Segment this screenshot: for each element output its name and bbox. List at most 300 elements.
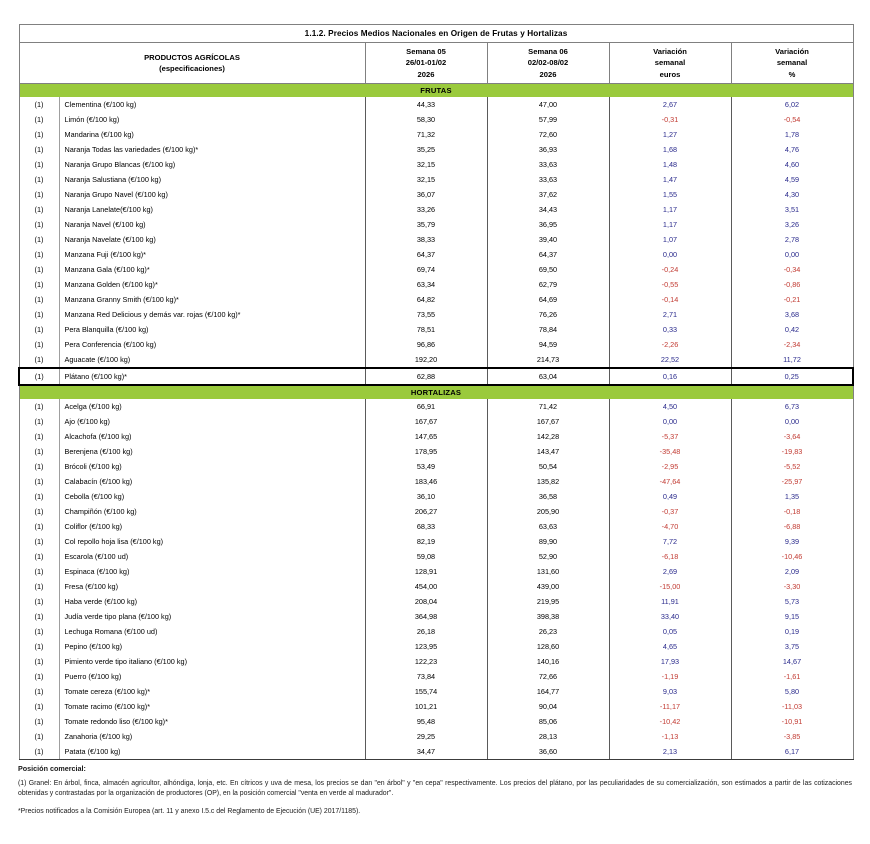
row-price-week-06: 28,13 (487, 729, 609, 744)
row-variation-euros: 0,49 (609, 489, 731, 504)
row-variation-euros: 1,17 (609, 202, 731, 217)
row-price-week-05: 58,30 (365, 112, 487, 127)
table-row (19, 127, 853, 142)
row-product-name: Naranja Grupo Blancas (€/100 kg) (59, 157, 365, 172)
row-variation-euros: 0,16 (609, 368, 731, 385)
row-price-week-06: 36,95 (487, 217, 609, 232)
row-variation-euros: -1,13 (609, 729, 731, 744)
row-variation-euros: 1,48 (609, 157, 731, 172)
row-variation-percent: 2,78 (731, 232, 853, 247)
variation-percent-line2: semanal (776, 58, 808, 68)
row-price-week-06: 69,50 (487, 262, 609, 277)
table-row (19, 714, 853, 729)
row-price-week-05: 35,79 (365, 217, 487, 232)
variation-euros-line2: semanal (654, 58, 686, 68)
row-price-week-06: 398,38 (487, 609, 609, 624)
row-note-marker: (1) (19, 459, 59, 474)
row-variation-euros: 1,55 (609, 187, 731, 202)
row-variation-percent: 3,75 (731, 639, 853, 654)
footnote-2: *Precios notificados a la Comisión Europea (art. 11 y anexo I.5.c del Reglamento de Ejecución (UE) 2017/1185). (18, 807, 361, 815)
row-price-week-06: 52,90 (487, 549, 609, 564)
row-variation-euros: 11,91 (609, 594, 731, 609)
row-product-name: Manzana Gala (€/100 kg)* (59, 262, 365, 277)
row-product-name: Naranja Navelate (€/100 kg) (59, 232, 365, 247)
row-note-marker: (1) (19, 187, 59, 202)
row-price-week-05: 178,95 (365, 444, 487, 459)
variation-percent-line1: Variación (775, 47, 809, 56)
row-note-marker: (1) (19, 684, 59, 699)
row-price-week-05: 147,65 (365, 429, 487, 444)
row-note-marker: (1) (19, 202, 59, 217)
row-variation-euros: -15,00 (609, 579, 731, 594)
table-row (19, 217, 853, 232)
row-note-marker: (1) (19, 639, 59, 654)
table-row (19, 262, 853, 277)
row-variation-percent: 1,35 (731, 489, 853, 504)
row-price-week-05: 73,84 (365, 669, 487, 684)
row-product-name: Pimiento verde tipo italiano (€/100 kg) (59, 654, 365, 669)
row-price-week-05: 36,10 (365, 489, 487, 504)
row-variation-euros: 4,50 (609, 399, 731, 414)
row-variation-euros: 1,17 (609, 217, 731, 232)
row-price-week-05: 454,00 (365, 579, 487, 594)
row-variation-percent: 3,26 (731, 217, 853, 232)
row-variation-euros: 0,33 (609, 322, 731, 337)
row-price-week-05: 73,55 (365, 307, 487, 322)
row-product-name: Coliflor (€/100 kg) (59, 519, 365, 534)
row-note-marker: (1) (19, 262, 59, 277)
row-variation-percent: 0,00 (731, 414, 853, 429)
row-note-marker: (1) (19, 97, 59, 112)
row-note-marker: (1) (19, 217, 59, 232)
row-variation-percent: 0,00 (731, 247, 853, 262)
table-row (19, 172, 853, 187)
row-price-week-05: 66,91 (365, 399, 487, 414)
row-price-week-06: 36,60 (487, 744, 609, 760)
row-product-name: Judía verde tipo plana (€/100 kg) (59, 609, 365, 624)
column-header-week-06 (487, 43, 609, 84)
section-title: FRUTAS (19, 84, 853, 98)
row-variation-euros: -4,70 (609, 519, 731, 534)
row-price-week-05: 34,47 (365, 744, 487, 760)
row-variation-euros: 0,05 (609, 624, 731, 639)
row-note-marker: (1) (19, 352, 59, 368)
row-product-name: Tomate redondo liso (€/100 kg)* (59, 714, 365, 729)
row-variation-euros: -2,26 (609, 337, 731, 352)
row-variation-percent: -6,88 (731, 519, 853, 534)
table-row (19, 232, 853, 247)
row-note-marker: (1) (19, 142, 59, 157)
row-variation-percent: -0,54 (731, 112, 853, 127)
row-product-name: Acelga (€/100 kg) (59, 399, 365, 414)
row-price-week-06: 214,73 (487, 352, 609, 368)
row-price-week-06: 90,04 (487, 699, 609, 714)
row-variation-euros: 4,65 (609, 639, 731, 654)
row-note-marker: (1) (19, 414, 59, 429)
row-product-name: Plátano (€/100 kg)* (59, 368, 365, 385)
table-row (19, 277, 853, 292)
row-variation-percent: 3,68 (731, 307, 853, 322)
table-row (19, 654, 853, 669)
row-variation-euros: 2,67 (609, 97, 731, 112)
week-05-label: Semana 05 (406, 47, 446, 56)
row-price-week-06: 128,60 (487, 639, 609, 654)
row-variation-percent: -10,91 (731, 714, 853, 729)
row-price-week-06: 78,84 (487, 322, 609, 337)
row-variation-percent: 2,09 (731, 564, 853, 579)
row-variation-percent: 4,59 (731, 172, 853, 187)
row-note-marker: (1) (19, 474, 59, 489)
row-price-week-06: 63,63 (487, 519, 609, 534)
row-variation-euros: -0,14 (609, 292, 731, 307)
row-price-week-06: 33,63 (487, 157, 609, 172)
row-variation-euros: 17,93 (609, 654, 731, 669)
table-row (19, 639, 853, 654)
row-price-week-05: 95,48 (365, 714, 487, 729)
row-variation-euros: 1,27 (609, 127, 731, 142)
row-price-week-06: 34,43 (487, 202, 609, 217)
row-note-marker: (1) (19, 399, 59, 414)
row-variation-euros: 1,07 (609, 232, 731, 247)
row-product-name: Champiñón (€/100 kg) (59, 504, 365, 519)
variation-euros-line1: Variación (653, 47, 687, 56)
row-price-week-06: 76,26 (487, 307, 609, 322)
row-price-week-06: 89,90 (487, 534, 609, 549)
variation-percent-line3: % (788, 69, 796, 79)
row-note-marker: (1) (19, 654, 59, 669)
row-variation-euros: -35,48 (609, 444, 731, 459)
row-variation-percent: -3,30 (731, 579, 853, 594)
row-variation-percent: -0,34 (731, 262, 853, 277)
column-header-variation-euros (609, 43, 731, 84)
section-header-row (19, 385, 853, 399)
table-row (19, 187, 853, 202)
table-row (19, 157, 853, 172)
week-05-year: 2026 (417, 69, 435, 79)
row-product-name: Naranja Lanelate(€/100 kg) (59, 202, 365, 217)
row-price-week-06: 62,79 (487, 277, 609, 292)
row-price-week-05: 53,49 (365, 459, 487, 474)
row-variation-percent: -5,52 (731, 459, 853, 474)
row-variation-percent: -3,85 (731, 729, 853, 744)
table-row (19, 368, 853, 385)
row-variation-percent: -25,97 (731, 474, 853, 489)
row-variation-percent: 11,72 (731, 352, 853, 368)
row-variation-euros: -47,64 (609, 474, 731, 489)
row-product-name: Zanahoria (€/100 kg) (59, 729, 365, 744)
row-variation-percent: 6,02 (731, 97, 853, 112)
row-product-name: Escarola (€/100 ud) (59, 549, 365, 564)
row-product-name: Berenjena (€/100 kg) (59, 444, 365, 459)
table-row (19, 429, 853, 444)
row-note-marker: (1) (19, 127, 59, 142)
row-price-week-05: 208,04 (365, 594, 487, 609)
row-product-name: Tomate racimo (€/100 kg)* (59, 699, 365, 714)
table-row (19, 669, 853, 684)
row-variation-euros: -0,31 (609, 112, 731, 127)
row-price-week-05: 192,20 (365, 352, 487, 368)
footnotes (18, 764, 852, 817)
row-variation-percent: 9,15 (731, 609, 853, 624)
row-price-week-06: 94,59 (487, 337, 609, 352)
row-product-name: Manzana Granny Smith (€/100 kg)* (59, 292, 365, 307)
section-header-row (19, 84, 853, 98)
row-note-marker: (1) (19, 247, 59, 262)
row-variation-percent: -0,86 (731, 277, 853, 292)
table-row (19, 444, 853, 459)
row-note-marker: (1) (19, 729, 59, 744)
row-price-week-05: 122,23 (365, 654, 487, 669)
row-price-week-06: 63,04 (487, 368, 609, 385)
row-variation-percent: -10,46 (731, 549, 853, 564)
row-price-week-06: 219,95 (487, 594, 609, 609)
row-product-name: Fresa (€/100 kg) (59, 579, 365, 594)
row-price-week-05: 26,18 (365, 624, 487, 639)
row-price-week-06: 167,67 (487, 414, 609, 429)
column-header-products (19, 43, 365, 84)
row-variation-euros: -5,37 (609, 429, 731, 444)
row-note-marker: (1) (19, 444, 59, 459)
row-note-marker: (1) (19, 489, 59, 504)
row-variation-percent: 5,80 (731, 684, 853, 699)
row-variation-percent: 1,78 (731, 127, 853, 142)
row-note-marker: (1) (19, 609, 59, 624)
row-price-week-05: 32,15 (365, 157, 487, 172)
row-price-week-06: 205,90 (487, 504, 609, 519)
row-product-name: Pera Blanquilla (€/100 kg) (59, 322, 365, 337)
table-row (19, 729, 853, 744)
row-variation-percent: -19,83 (731, 444, 853, 459)
week-06-label: Semana 06 (528, 47, 568, 56)
row-note-marker: (1) (19, 519, 59, 534)
table-row (19, 142, 853, 157)
row-note-marker: (1) (19, 534, 59, 549)
table-row (19, 594, 853, 609)
section-title: HORTALIZAS (19, 385, 853, 399)
row-variation-euros: 7,72 (609, 534, 731, 549)
row-price-week-05: 29,25 (365, 729, 487, 744)
row-price-week-06: 85,06 (487, 714, 609, 729)
row-variation-euros: 1,68 (609, 142, 731, 157)
prices-table (18, 24, 854, 760)
table-row (19, 307, 853, 322)
row-product-name: Naranja Todas las variedades (€/100 kg)* (59, 142, 365, 157)
row-variation-euros: 0,00 (609, 247, 731, 262)
row-variation-percent: -0,18 (731, 504, 853, 519)
table-title-row (19, 25, 853, 43)
row-price-week-06: 36,93 (487, 142, 609, 157)
row-product-name: Alcachofa (€/100 kg) (59, 429, 365, 444)
row-price-week-05: 64,37 (365, 247, 487, 262)
row-variation-euros: 0,00 (609, 414, 731, 429)
column-header-week-05 (365, 43, 487, 84)
row-variation-euros: 2,71 (609, 307, 731, 322)
row-note-marker: (1) (19, 337, 59, 352)
row-note-marker: (1) (19, 714, 59, 729)
row-price-week-05: 101,21 (365, 699, 487, 714)
row-variation-percent: 14,67 (731, 654, 853, 669)
row-price-week-06: 142,28 (487, 429, 609, 444)
table-row (19, 399, 853, 414)
table-row (19, 519, 853, 534)
row-note-marker: (1) (19, 504, 59, 519)
row-variation-euros: -10,42 (609, 714, 731, 729)
table-row (19, 474, 853, 489)
row-variation-percent: 0,19 (731, 624, 853, 639)
row-note-marker: (1) (19, 322, 59, 337)
row-price-week-06: 72,66 (487, 669, 609, 684)
week-05-range: 26/01-01/02 (405, 58, 447, 68)
table-row (19, 459, 853, 474)
row-product-name: Ajo (€/100 kg) (59, 414, 365, 429)
table-row (19, 322, 853, 337)
row-product-name: Naranja Navel (€/100 kg) (59, 217, 365, 232)
row-price-week-06: 140,16 (487, 654, 609, 669)
variation-euros-line3: euros (659, 69, 681, 79)
row-product-name: Patata (€/100 kg) (59, 744, 365, 760)
row-note-marker: (1) (19, 277, 59, 292)
row-price-week-05: 59,08 (365, 549, 487, 564)
row-variation-percent: -11,03 (731, 699, 853, 714)
row-price-week-06: 439,00 (487, 579, 609, 594)
row-product-name: Naranja Grupo Navel (€/100 kg) (59, 187, 365, 202)
column-header-products-line2: (especificaciones) (159, 64, 225, 74)
week-06-year: 2026 (539, 69, 557, 79)
week-06-range: 02/02-08/02 (527, 58, 569, 68)
row-price-week-05: 123,95 (365, 639, 487, 654)
row-note-marker: (1) (19, 594, 59, 609)
row-price-week-05: 71,32 (365, 127, 487, 142)
row-price-week-06: 143,47 (487, 444, 609, 459)
row-variation-percent: -3,64 (731, 429, 853, 444)
row-variation-euros: -6,18 (609, 549, 731, 564)
row-product-name: Cebolla (€/100 kg) (59, 489, 365, 504)
row-variation-euros: -0,24 (609, 262, 731, 277)
row-note-marker: (1) (19, 232, 59, 247)
table-row (19, 534, 853, 549)
table-row (19, 744, 853, 760)
row-price-week-05: 69,74 (365, 262, 487, 277)
row-price-week-06: 50,54 (487, 459, 609, 474)
row-price-week-06: 33,63 (487, 172, 609, 187)
row-price-week-06: 131,60 (487, 564, 609, 579)
row-note-marker: (1) (19, 579, 59, 594)
row-product-name: Espinaca (€/100 kg) (59, 564, 365, 579)
table-row (19, 549, 853, 564)
table-row (19, 699, 853, 714)
row-price-week-05: 64,82 (365, 292, 487, 307)
row-product-name: Manzana Golden (€/100 kg)* (59, 277, 365, 292)
table-row (19, 684, 853, 699)
row-product-name: Haba verde (€/100 kg) (59, 594, 365, 609)
row-product-name: Lechuga Romana (€/100 ud) (59, 624, 365, 639)
row-price-week-05: 35,25 (365, 142, 487, 157)
row-variation-percent: 4,60 (731, 157, 853, 172)
row-product-name: Manzana Red Delicious y demás var. rojas (€/100 kg)* (59, 307, 365, 322)
row-variation-euros: 1,47 (609, 172, 731, 187)
row-price-week-05: 364,98 (365, 609, 487, 624)
row-product-name: Clementina (€/100 kg) (59, 97, 365, 112)
row-price-week-05: 206,27 (365, 504, 487, 519)
row-note-marker: (1) (19, 112, 59, 127)
column-header-variation-percent (731, 43, 853, 84)
row-variation-euros: -1,19 (609, 669, 731, 684)
row-variation-euros: 22,52 (609, 352, 731, 368)
row-product-name: Pera Conferencia (€/100 kg) (59, 337, 365, 352)
row-variation-percent: 3,51 (731, 202, 853, 217)
report-title: 1.1.2. Precios Medios Nacionales en Origen de Frutas y Hortalizas (19, 25, 853, 43)
footnotes-heading: Posición comercial: (18, 764, 86, 774)
table-row (19, 337, 853, 352)
row-note-marker: (1) (19, 699, 59, 714)
row-price-week-05: 62,88 (365, 368, 487, 385)
row-price-week-06: 57,99 (487, 112, 609, 127)
row-variation-euros: -0,55 (609, 277, 731, 292)
row-price-week-05: 183,46 (365, 474, 487, 489)
row-price-week-05: 38,33 (365, 232, 487, 247)
row-product-name: Naranja Salustiana (€/100 kg) (59, 172, 365, 187)
row-variation-percent: 0,25 (731, 368, 853, 385)
row-variation-percent: 4,76 (731, 142, 853, 157)
row-variation-euros: 33,40 (609, 609, 731, 624)
row-price-week-05: 78,51 (365, 322, 487, 337)
table-row (19, 292, 853, 307)
row-price-week-05: 63,34 (365, 277, 487, 292)
row-price-week-06: 72,60 (487, 127, 609, 142)
table-row (19, 97, 853, 112)
row-price-week-05: 36,07 (365, 187, 487, 202)
row-note-marker: (1) (19, 172, 59, 187)
row-variation-percent: 6,73 (731, 399, 853, 414)
row-product-name: Limón (€/100 kg) (59, 112, 365, 127)
row-variation-euros: -0,37 (609, 504, 731, 519)
row-price-week-05: 128,91 (365, 564, 487, 579)
row-price-week-05: 68,33 (365, 519, 487, 534)
table-row (19, 112, 853, 127)
row-price-week-06: 135,82 (487, 474, 609, 489)
row-note-marker: (1) (19, 744, 59, 760)
row-price-week-06: 37,62 (487, 187, 609, 202)
row-note-marker: (1) (19, 564, 59, 579)
table-row (19, 609, 853, 624)
row-product-name: Pepino (€/100 kg) (59, 639, 365, 654)
row-product-name: Manzana Fuji (€/100 kg)* (59, 247, 365, 262)
row-variation-euros: 9,03 (609, 684, 731, 699)
row-variation-percent: 4,30 (731, 187, 853, 202)
row-note-marker: (1) (19, 429, 59, 444)
column-header-products-line1: PRODUCTOS AGRÍCOLAS (144, 52, 240, 62)
row-product-name: Mandarina (€/100 kg) (59, 127, 365, 142)
row-product-name: Col repollo hoja lisa (€/100 kg) (59, 534, 365, 549)
row-price-week-06: 64,69 (487, 292, 609, 307)
row-note-marker: (1) (19, 549, 59, 564)
row-product-name: Puerro (€/100 kg) (59, 669, 365, 684)
table-row (19, 489, 853, 504)
row-price-week-06: 47,00 (487, 97, 609, 112)
row-variation-euros: 2,13 (609, 744, 731, 760)
row-variation-euros: -11,17 (609, 699, 731, 714)
row-variation-percent: -1,61 (731, 669, 853, 684)
row-price-week-05: 167,67 (365, 414, 487, 429)
row-price-week-06: 71,42 (487, 399, 609, 414)
row-variation-percent: 9,39 (731, 534, 853, 549)
row-variation-percent: 0,42 (731, 322, 853, 337)
row-product-name: Calabacín (€/100 kg) (59, 474, 365, 489)
row-price-week-06: 164,77 (487, 684, 609, 699)
table-row (19, 564, 853, 579)
table-row (19, 202, 853, 217)
row-variation-euros: -2,95 (609, 459, 731, 474)
